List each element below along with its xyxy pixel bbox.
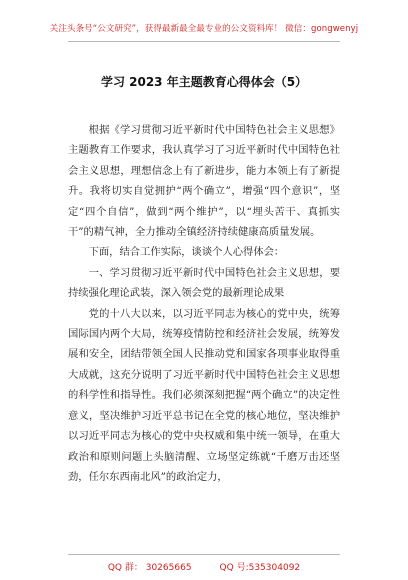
- paragraph-section-1: 党的十八大以来，以习近平同志为核心的党中央，统筹国际国内两个大局，统筹疫情防控和经济社会发展，统筹发展和安全，团结带领全国人民推动党和国家各项事业取得重大成就，这充分说明了习近平新时代中国特色社会主义思想的科学性和指导性。我们必须深刻把握“两个确立”的决定性意义，坚决维护习近平总书记在全党的核心地位，坚决维护以习近平同志为核心的党中央权威和集中统一领导，在重大政治和原则问题上头脑清醒、立场坚定练就“千磨万击还坚劲，任尔东西南北风”的政治定力，: [68, 307, 340, 483]
- footer-qq-number: QQ 号:535304092: [219, 563, 301, 573]
- footer-contact: [0, 560, 408, 573]
- paragraph-transition: 下面，结合工作实际，谈谈个人心得体会：: [88, 246, 285, 259]
- footer-qq-group: QQ 群： 30265665: [107, 563, 192, 573]
- document-title: 学习 2023 年主题教育心得体会（5）: [100, 75, 308, 89]
- paragraph-intro: 根据《学习贯彻习近平新时代中国特色社会主义思想》主题教育工作要求，我认真学习了习近平新时代中国特色社会主义思想，理想信念上有了新进步，能力本领上有了新提升。我将切实自觉拥护“两个确立”，增强“四个意识”，坚定“四个自信”，做到“两个维护”，以“埋头苦干、真抓实干”的精气神，全力推动全镇经济持续健康高质量发展。: [68, 124, 340, 239]
- section-heading-1: 一、学习贯彻习近平新时代中国特色社会主义思想，要持续强化理论武装，深入领会党的最新理论成果: [68, 266, 340, 300]
- footer-divider: [68, 554, 340, 555]
- header-divider: [68, 41, 340, 42]
- document-body: [68, 120, 340, 487]
- header-promo-note: 关注头条号“公文研究”，获得最新最全最专业的公文资料库！ 微信：gongwenyj: [49, 24, 359, 34]
